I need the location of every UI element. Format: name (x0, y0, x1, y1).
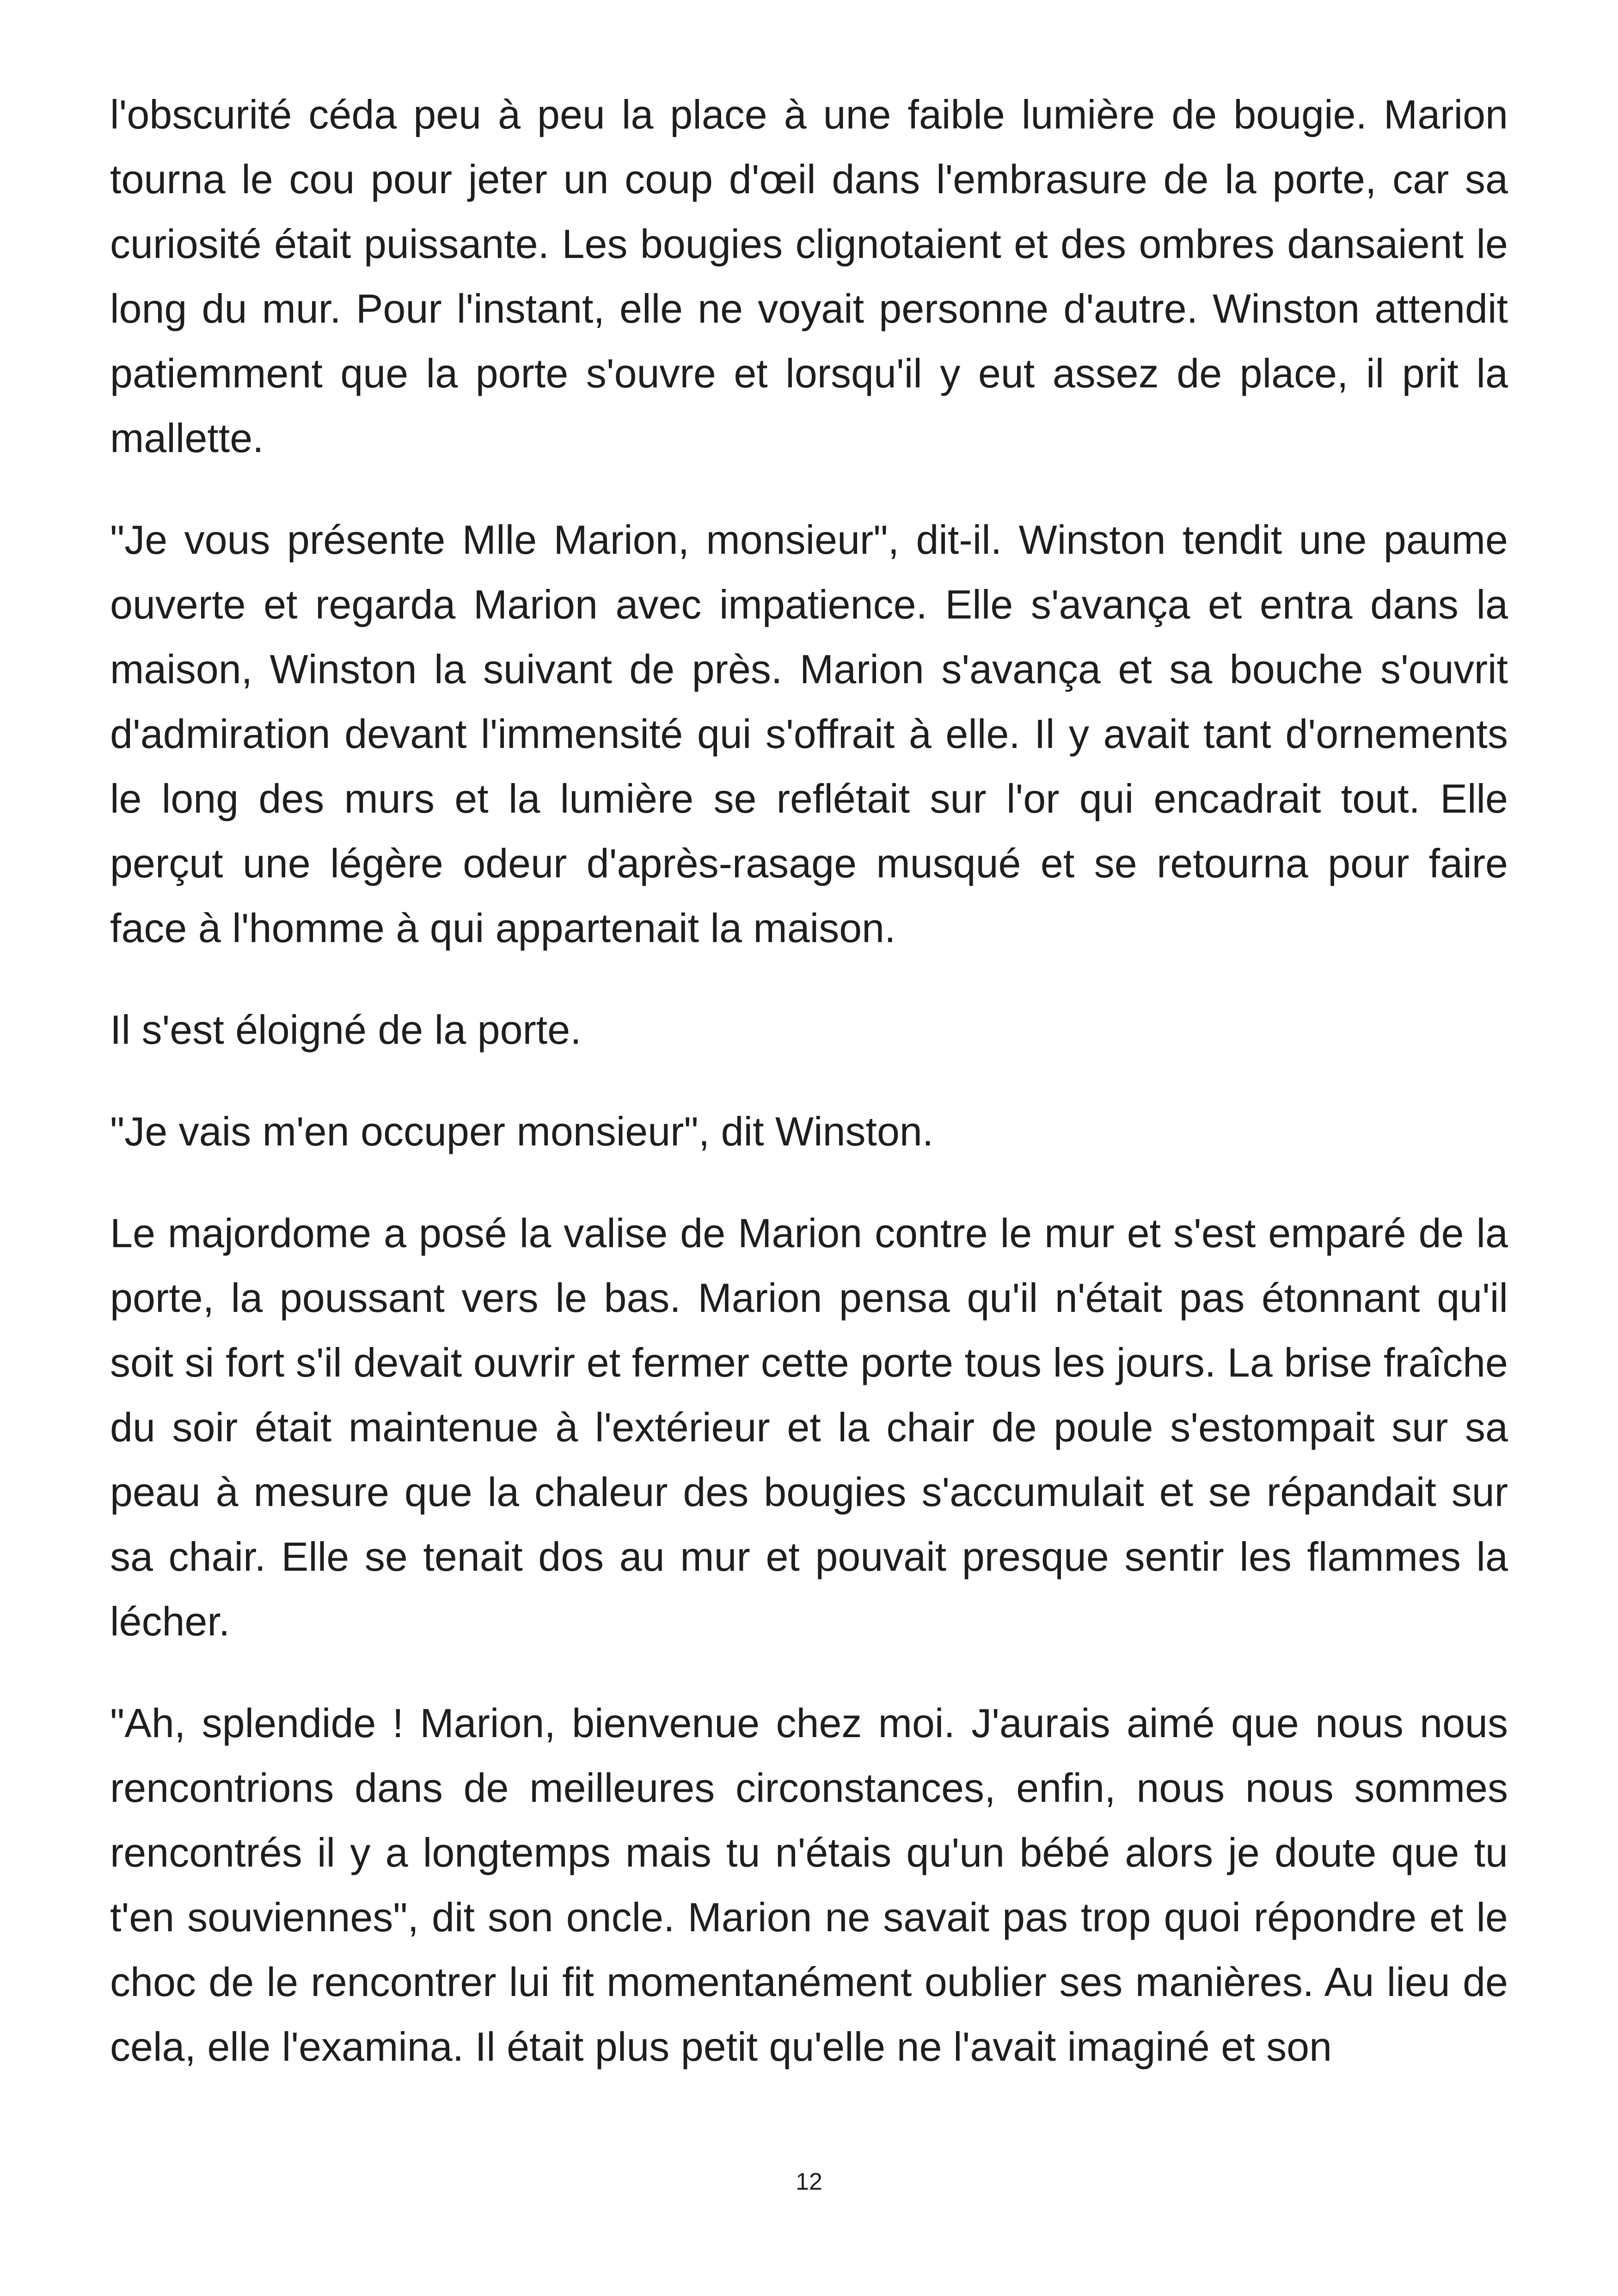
paragraph: l'obscurité céda peu à peu la place à une faible lumière de bougie. Marion tourna le cou pour jeter un coup d'œil dans l'embrasure de la porte, car sa curiosité était puissante. Les bougies clignotaient et des ombres dansaient le long du mur. Pour l'instant, elle ne voyait personne d'autre. Winston attendit patiemment que la porte s'ouvre et lorsqu'il y eut assez de place, il prit la mallette. (110, 92, 1508, 461)
paragraph: Le majordome a posé la valise de Marion contre le mur et s'est emparé de la porte, la poussant vers le bas. Marion pensa qu'il n'était pas étonnant qu'il soit si fort s'il devait ouvrir et fermer cette porte tous les jours. La brise fraîche du soir était maintenue à l'extérieur et la chair de poule s'estompait sur sa peau à mesure que la chaleur des bougies s'accumulait et se répandait sur sa chair. Elle se tenait dos au mur et pouvait presque sentir les flammes la lécher. (110, 1210, 1508, 1644)
paragraph: "Ah, splendide ! Marion, bienvenue chez moi. J'aurais aimé que nous nous rencontrions dans de meilleures circonstances, enfin, nous nous sommes rencontrés il y a longtemps mais tu n'étais qu'un bébé alors je doute que tu t'en souviennes", dit son oncle. Marion ne savait pas trop quoi répondre et le choc de le rencontrer lui fit momentanément oublier ses manières. Au lieu de cela, elle l'examina. Il était plus petit qu'elle ne l'avait imaginé et son (110, 1700, 1508, 2069)
paragraph: Il s'est éloigné de la porte. (110, 1007, 582, 1053)
page-number: 12 (796, 2168, 822, 2195)
paragraph: "Je vous présente Mlle Marion, monsieur", dit-il. Winston tendit une paume ouverte et regarda Marion avec impatience. Elle s'avança et entra dans la maison, Winston la suivant de près. Marion s'avança et sa bouche s'ouvrit d'admiration devant l'immensité qui s'offrait à elle. Il y avait tant d'ornements le long des murs et la lumière se reflétait sur l'or qui encadrait tout. Elle perçut une légère odeur d'après-rasage musqué et se retourna pour faire face à l'homme à qui appartenait la maison. (110, 517, 1508, 951)
body-text (110, 82, 1508, 2079)
paragraph: "Je vais m'en occuper monsieur", dit Winston. (110, 1108, 934, 1154)
